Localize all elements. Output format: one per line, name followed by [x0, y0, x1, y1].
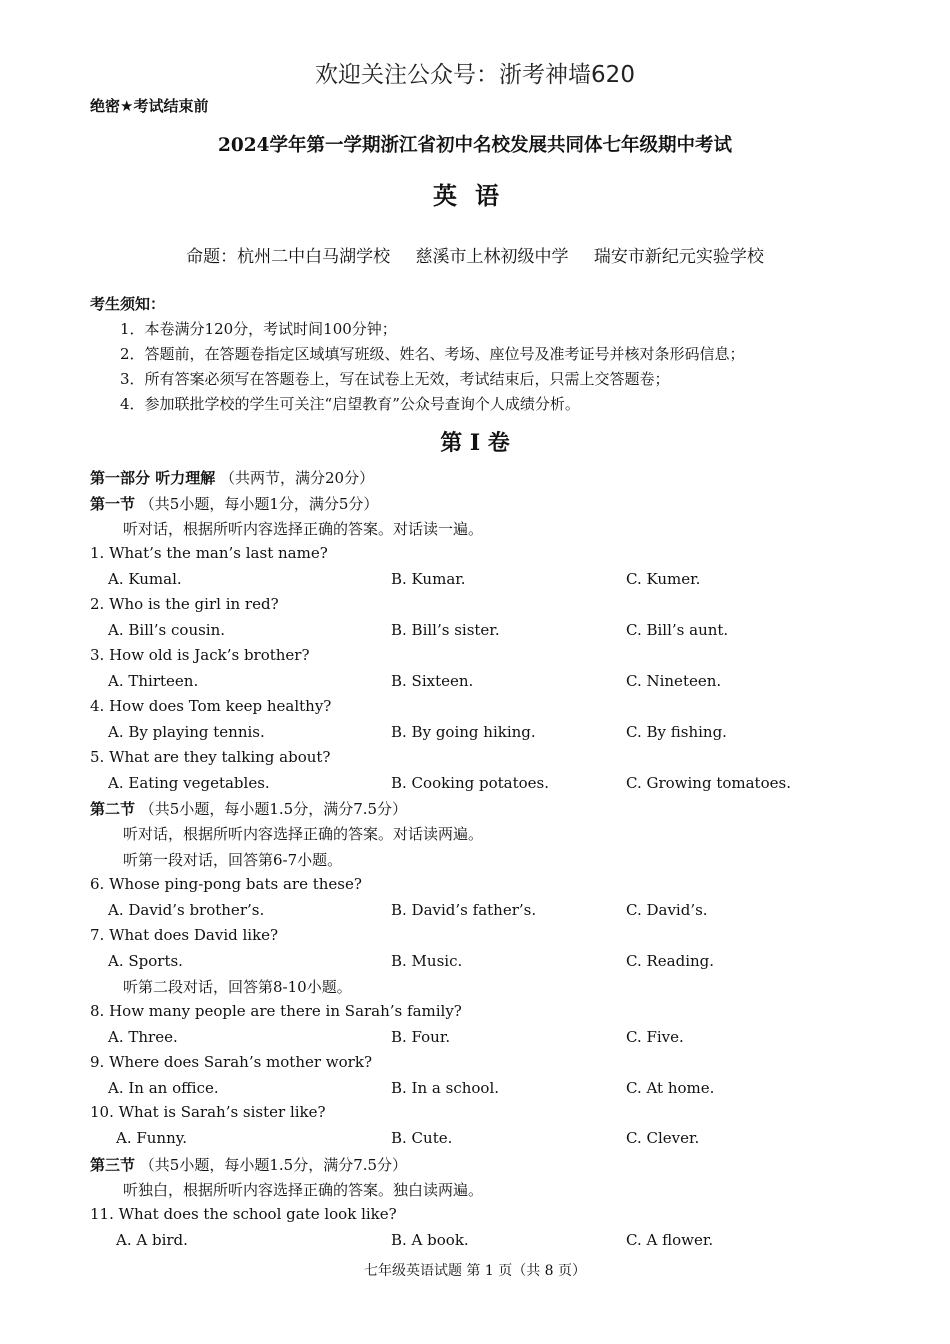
section3-heading	[90, 1154, 407, 1175]
section2-heading	[90, 798, 407, 819]
option-c: C. Nineteen.	[626, 672, 722, 690]
option-c: C. Clever.	[626, 1129, 700, 1147]
option-b: B. Music.	[391, 952, 463, 970]
option-a: A. A bird.	[116, 1231, 188, 1249]
option-c: C. Bill’s aunt.	[626, 621, 729, 639]
wechat-banner: 欢迎关注公众号：浙考神墙620	[315, 62, 635, 88]
option-b: B. By going hiking.	[391, 723, 536, 741]
option-c: C. A flower.	[626, 1231, 714, 1249]
section1-heading	[90, 493, 378, 514]
option-a: A. David’s brother’s.	[108, 901, 265, 919]
option-a: A. Eating vegetables.	[108, 774, 270, 792]
question-stem: 7. What does David like?	[90, 926, 279, 944]
subject-title: 英语	[433, 181, 517, 210]
authors-label: 命题：	[186, 247, 238, 267]
section2-instruction: 听对话，根据所听内容选择正确的答案。对话读两遍。	[123, 825, 484, 843]
exam-title: 2024学年第一学期浙江省初中名校发展共同体七年级期中考试	[218, 135, 732, 156]
option-b: B. Cute.	[391, 1129, 453, 1147]
question-stem: 11. What does the school gate look like?	[90, 1205, 397, 1223]
page-footer: 七年级英语试题 第 1 页（共 8 页）	[363, 1263, 587, 1279]
option-c: C. David’s.	[626, 901, 708, 919]
part1-title: 第一部分 听力理解	[90, 469, 216, 487]
question-stem: 2. Who is the girl in red?	[90, 595, 279, 613]
part1-heading	[90, 467, 374, 488]
option-a: A. Funny.	[116, 1129, 188, 1147]
option-c: C. At home.	[626, 1079, 715, 1097]
question-stem: 6. Whose ping-pong bats are these?	[90, 875, 362, 893]
option-a: A. Thirteen.	[108, 672, 199, 690]
question-stem: 1. What’s the man’s last name?	[90, 544, 328, 562]
option-b: B. In a school.	[391, 1079, 500, 1097]
section1-info: （共5小题，每小题1分，满分5分）	[139, 495, 379, 513]
option-b: B. A book.	[391, 1231, 469, 1249]
option-a: A. Kumal.	[108, 570, 182, 588]
option-b: B. Sixteen.	[391, 672, 474, 690]
question-stem: 8. How many people are there in Sarah’s family?	[90, 1002, 462, 1020]
option-b: B. Bill’s sister.	[391, 621, 500, 639]
option-a: A. Three.	[108, 1028, 178, 1046]
option-c: C. Kumer.	[626, 570, 701, 588]
author-school-1: 杭州二中白马湖学校	[237, 247, 391, 267]
question-stem: 5. What are they talking about?	[90, 748, 331, 766]
option-c: C. By fishing.	[626, 723, 727, 741]
part1-info: （共两节，满分20分）	[220, 469, 375, 487]
confidential-label: 绝密★考试结束前	[90, 97, 209, 115]
question-stem: 9. Where does Sarah’s mother work?	[90, 1053, 372, 1071]
dialog2-instruction: 听第二段对话，回答第8-10小题。	[123, 978, 352, 996]
dialog1-instruction: 听第一段对话，回答第6-7小题。	[123, 851, 343, 869]
author-school-3: 瑞安市新纪元实验学校	[593, 247, 764, 267]
option-a: A. Sports.	[108, 952, 183, 970]
section1-instruction: 听对话，根据所听内容选择正确的答案。对话读一遍。	[123, 520, 484, 538]
question-stem: 10. What is Sarah’s sister like?	[90, 1103, 326, 1121]
section2-info: （共5小题，每小题1.5分，满分7.5分）	[139, 800, 408, 818]
section3-info: （共5小题，每小题1.5分，满分7.5分）	[139, 1156, 408, 1174]
section3-instruction: 听独白，根据所听内容选择正确的答案。独白读两遍。	[123, 1181, 484, 1199]
question-stem: 3. How old is Jack’s brother?	[90, 646, 310, 664]
option-b: B. Four.	[391, 1028, 451, 1046]
option-c: C. Reading.	[626, 952, 715, 970]
author-school-2: 慈溪市上林初级中学	[415, 247, 569, 267]
option-b: B. Cooking potatoes.	[391, 774, 550, 792]
note-item: 3．所有答案必须写在答题卷上，写在试卷上无效，考试结束后，只需上交答题卷；	[120, 370, 670, 388]
option-a: A. By playing tennis.	[108, 723, 265, 741]
section2-title: 第二节	[90, 800, 136, 818]
question-stem: 4. How does Tom keep healthy?	[90, 697, 332, 715]
option-a: A. Bill’s cousin.	[108, 621, 226, 639]
notes-heading: 考生须知：	[90, 295, 166, 313]
section1-title: 第一节	[90, 495, 136, 513]
option-c: C. Five.	[626, 1028, 684, 1046]
note-item: 1．本卷满分120分，考试时间100分钟；	[120, 320, 397, 338]
option-b: B. Kumar.	[391, 570, 466, 588]
note-item: 4．参加联批学校的学生可关注“启望教育”公众号查询个人成绩分析。	[120, 395, 580, 413]
section3-title: 第三节	[90, 1156, 136, 1174]
option-a: A. In an office.	[108, 1079, 219, 1097]
option-c: C. Growing tomatoes.	[626, 774, 791, 792]
volume-title: 第 I 卷	[440, 430, 510, 456]
note-item: 2．答题前，在答题卷指定区域填写班级、姓名、考场、座位号及准考证号并核对条形码信息；	[120, 345, 745, 363]
option-b: B. David’s father’s.	[391, 901, 537, 919]
authors-line	[0, 242, 950, 267]
